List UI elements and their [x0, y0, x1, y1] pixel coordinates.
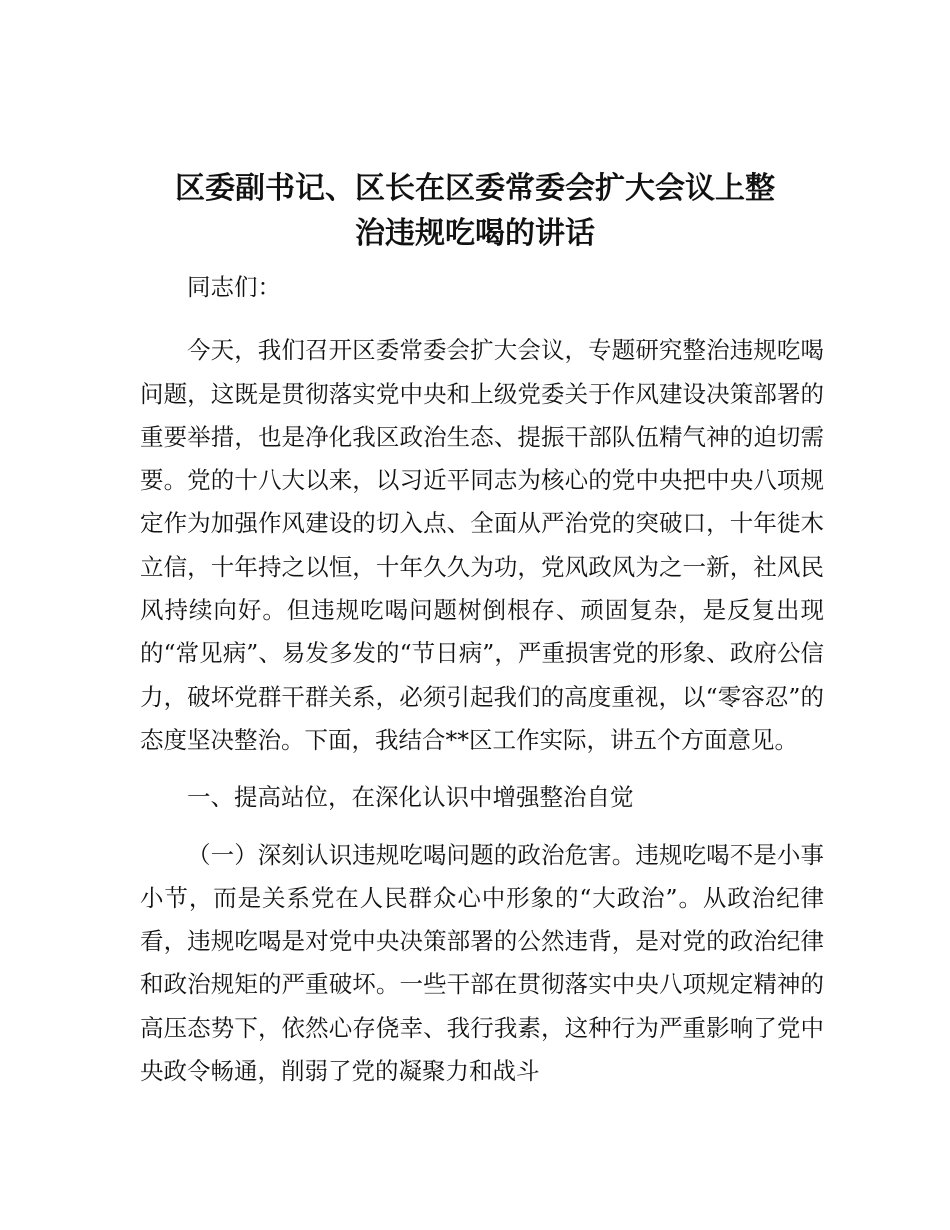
- salutation: 同志们：: [187, 273, 281, 301]
- document-body: [140, 266, 824, 1093]
- section-heading-1: 一、提高站位，在深化认识中增强整治自觉: [187, 783, 634, 812]
- document-title: [120, 166, 830, 256]
- paragraph-subsection-1: （一）深刻认识违规吃喝问题的政治危害。违规吃喝不是小事小节，而是关系党在人民群众心中形象的“大政治”。从政治纪律看，违规吃喝是对党中央决策部署的公然违背，是对党的政治纪律和政治规矩的严重破坏。一些干部在贯彻落实中央八项规定精神的高压态势下，依然心存侥幸、我行我素，这种行为严重影响了党中央政令畅通，削弱了党的凝聚力和战斗: [140, 840, 824, 1086]
- title-line-1: 区委副书记、区长在区委常委会扩大会议上整: [175, 171, 775, 206]
- paragraph-intro: 今天，我们召开区委常委会扩大会议，专题研究整治违规吃喝问题，这既是贯彻落实党中央和上级党委关于作风建设决策部署的重要举措，也是净化我区政治生态、提振干部队伍精气神的迫切需要。党的十八大以来，以习近平同志为核心的党中央把中央八项规定作为加强作风建设的切入点、全面从严治党的突破口，十年徙木立信，十年持之以恒，十年久久为功，党风政风为之一新，社风民风持续向好。但违规吃喝问题树倒根存、顽固复杂，是反复出现的“常见病”、易发多发的“节日病”，严重损害党的形象、政府公信力，破坏党群干群关系，必须引起我们的高度重视，以“零容忍”的态度坚决整治。下面，我结合**区工作实际，讲五个方面意见。: [140, 336, 824, 754]
- title-line-2: 治违规吃喝的讲话: [355, 216, 595, 251]
